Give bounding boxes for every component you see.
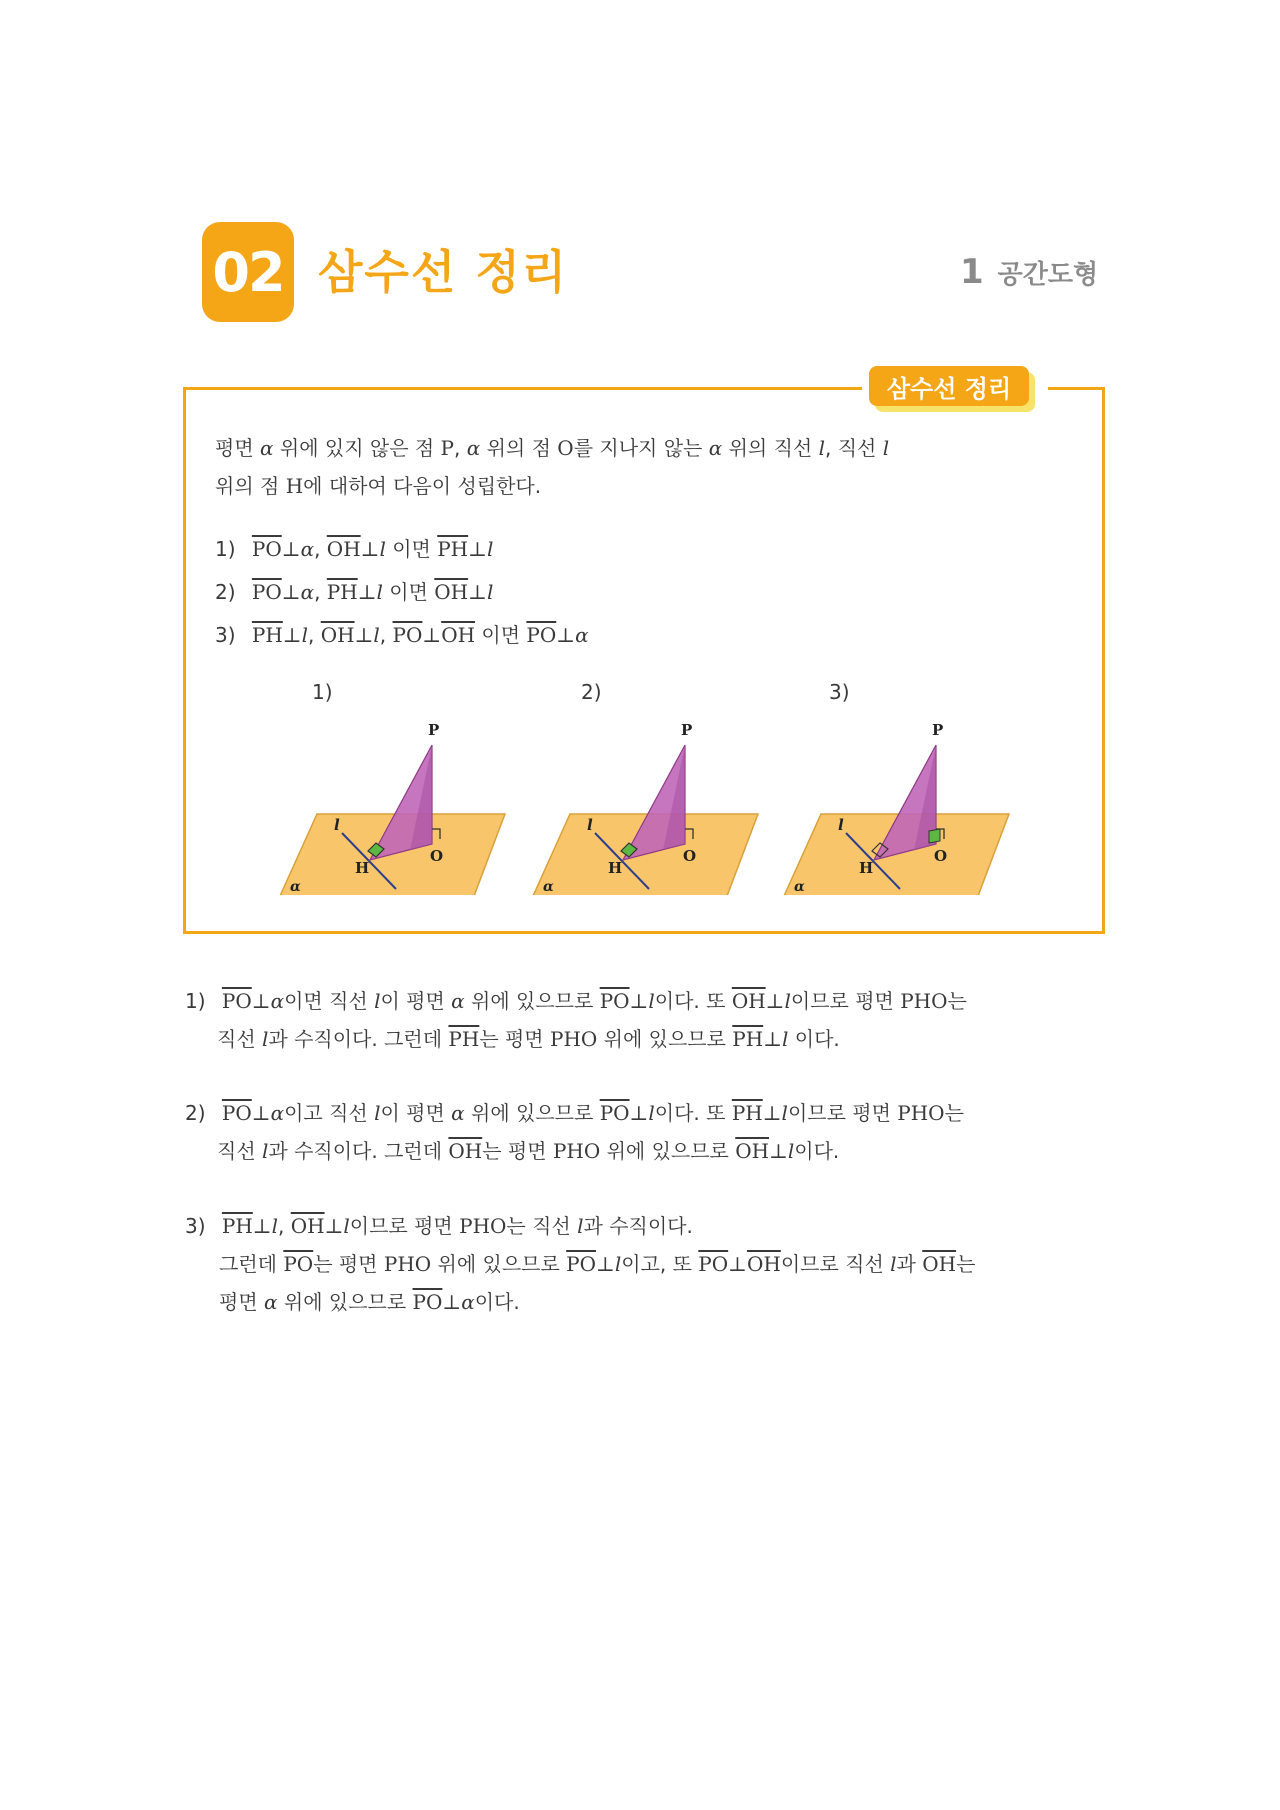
condition-3: 3) $\overline{PH}\perp l$, $\overline{OH}\perp l$, $\overline{PO}\perp\overline{OH}$ 이면 $\overline{PO}\perp\alpha$ — [215, 623, 589, 647]
label-p: P — [428, 721, 440, 739]
label-alpha: α — [543, 879, 554, 895]
label-alpha: α — [794, 879, 805, 895]
proof-1-line-1: 1) $\overline{PO}\perp\alpha$이면 직선 l이 평면 α 위에 있으므로 $\overline{PO}\perp l$이다. 또 $\overline{OH}\perp l$이므로 평면 PHO는 — [185, 989, 967, 1013]
label-o: O — [683, 847, 697, 865]
figure-1 — [280, 721, 505, 895]
figure-1-label: 1) — [312, 680, 333, 704]
chapter-name: 공간도형 — [997, 260, 1099, 290]
figure-2-label: 2) — [581, 680, 602, 704]
figure-3 — [784, 721, 1009, 895]
label-o: O — [934, 847, 948, 865]
theorem-figures — [270, 715, 1030, 895]
figure-3-label: 3) — [829, 680, 850, 704]
label-o: O — [430, 847, 444, 865]
proof-2-line-2: 직선 l과 수직이다. 그런데 $\overline{OH}$는 평면 PHO 위에 있으므로 $\overline{OH}\perp l$이다. — [217, 1139, 840, 1163]
label-h: H — [608, 859, 623, 877]
proof-3-line-3: 평면 α 위에 있으므로 $\overline{PO}\perp\alpha$이다. — [219, 1290, 520, 1314]
proof-3-line-2: 그런데 $\overline{PO}$는 평면 PHO 위에 있으므로 $\overline{PO}\perp l$이고, 또 $\overline{PO}\perp\overline{OH}$이므로 직선 l과 $\overline{OH}$는 — [219, 1252, 976, 1276]
proof-3-line-1: 3) $\overline{PH}\perp l$, $\overline{OH}\perp l$이므로 평면 PHO는 직선 l과 수직이다. — [185, 1214, 693, 1238]
proof-2-line-1: 2) $\overline{PO}\perp\alpha$이고 직선 l이 평면 α 위에 있으므로 $\overline{PO}\perp l$이다. 또 $\overline{PH}\perp l$이므로 평면 PHO는 — [185, 1101, 964, 1125]
theorem-tag: 삼수선 정리 — [869, 366, 1029, 406]
section-number-badge: 02 — [202, 222, 294, 322]
page-title: 삼수선 정리 — [318, 245, 569, 299]
label-alpha: α — [290, 879, 301, 895]
theorem-statement-line-2: 위의 점 H에 대하여 다음이 성립한다. — [215, 474, 542, 498]
label-p: P — [681, 721, 693, 739]
label-p: P — [932, 721, 944, 739]
condition-2: 2) $\overline{PO}\perp\alpha$, $\overline{PH}\perp l$ 이면 $\overline{OH}\perp l$ — [215, 580, 494, 604]
right-angle-o-highlight — [929, 829, 940, 843]
chapter-label — [960, 252, 1098, 292]
label-l: l — [334, 816, 340, 834]
label-h: H — [859, 859, 874, 877]
condition-1: 1) $\overline{PO}\perp\alpha$, $\overline{OH}\perp l$ 이면 $\overline{PH}\perp l$ — [215, 537, 494, 561]
chapter-number: 1 — [960, 252, 984, 292]
proof-1-line-2: 직선 l과 수직이다. 그런데 $\overline{PH}$는 평면 PHO 위에 있으므로 $\overline{PH}\perp l$ 이다. — [217, 1027, 840, 1051]
label-h: H — [355, 859, 370, 877]
figure-2 — [533, 721, 758, 895]
label-l: l — [587, 816, 593, 834]
theorem-statement-line-1: 평면 α 위에 있지 않은 점 P, α 위의 점 O를 지나지 않는 α 위의 직선 l, 직선 l — [215, 436, 890, 460]
label-l: l — [838, 816, 844, 834]
